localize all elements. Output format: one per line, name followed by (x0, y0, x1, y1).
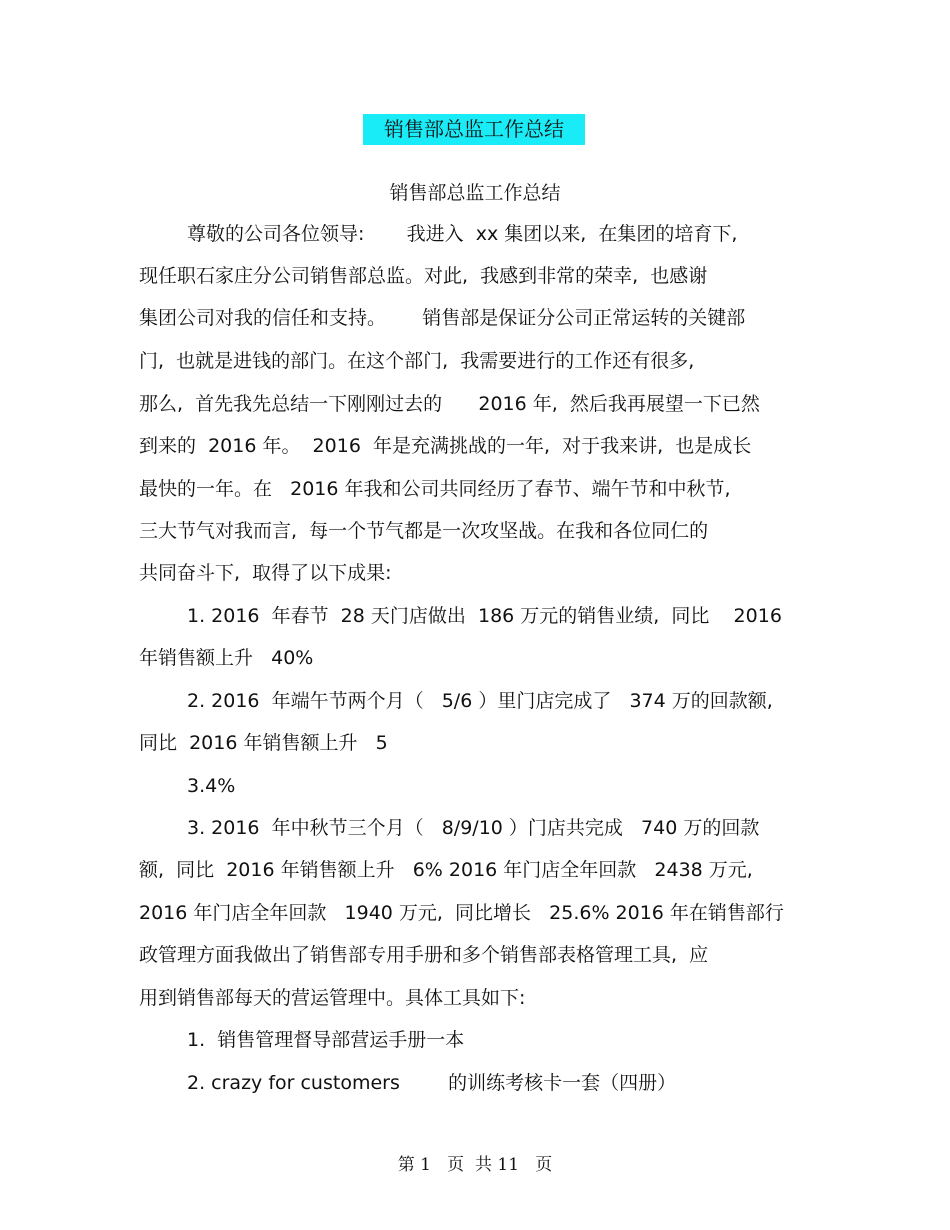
list-item-2: 2. 2016 年端午节两个月（ 5/6 ）里门店完成了 374 万的回款额, (187, 690, 773, 712)
list-item-1: 1. 2016 年春节 28 天门店做出 186 万元的销售业绩, 同比 2016 (187, 605, 782, 627)
list-item-3: 3. 2016 年中秋节三个月（ 8/9/10 ）门店共完成 740 万的回款 (187, 817, 760, 839)
body-line-1: 尊敬的公司各位领导: 我进入 xx 集团以来, 在集团的培育下, (187, 223, 738, 245)
document-title: 销售部总监工作总结 (363, 114, 585, 145)
body-line-12: 用到销售部每天的营运管理中。具体工具如下: (139, 987, 526, 1009)
list-item-3-cont: 额, 同比 2016 年销售额上升 6% 2016 年门店全年回款 2438 万元, (139, 859, 753, 881)
tool-item-1: 1. 销售管理督导部营运手册一本 (187, 1029, 465, 1051)
body-line-5: 那么, 首先我先总结一下刚刚过去的 2016 年, 然后我再展望一下已然 (139, 393, 760, 415)
list-item-2-cont-2: 3.4% (187, 775, 236, 797)
body-line-9: 共同奋斗下, 取得了以下成果: (139, 562, 392, 584)
list-item-1-cont: 年销售额上升 40% (139, 647, 314, 669)
tool-item-2: 2. crazy for customers 的训练考核卡一套（四册） (187, 1072, 677, 1094)
body-line-2: 现任职石家庄分公司销售部总监。对此, 我感到非常的荣幸, 也感谢 (139, 265, 708, 287)
body-line-11: 政管理方面我做出了销售部专用手册和多个销售部表格管理工具, 应 (139, 944, 709, 966)
body-line-4: 门, 也就是进钱的部门。在这个部门, 我需要进行的工作还有很多, (139, 350, 695, 372)
body-line-10: 2016 年门店全年回款 1940 万元, 同比增长 25.6% 2016 年在销售部行 (139, 902, 784, 924)
document-subtitle: 销售部总监工作总结 (389, 182, 561, 204)
body-line-3: 集团公司对我的信任和支持。 销售部是保证分公司正常运转的关键部 (139, 307, 746, 329)
list-item-2-cont: 同比 2016 年销售额上升 5 (139, 732, 388, 754)
body-line-6: 到来的 2016 年。 2016 年是充满挑战的一年, 对于我来讲, 也是成长 (139, 435, 752, 457)
page-number-footer: 第 1 页 共 11 页 (397, 1155, 553, 1175)
body-line-7: 最快的一年。在 2016 年我和公司共同经历了春节、端午节和中秋节, (139, 478, 731, 500)
body-line-8: 三大节气对我而言, 每一个节气都是一次攻坚战。在我和各位同仁的 (139, 520, 709, 542)
